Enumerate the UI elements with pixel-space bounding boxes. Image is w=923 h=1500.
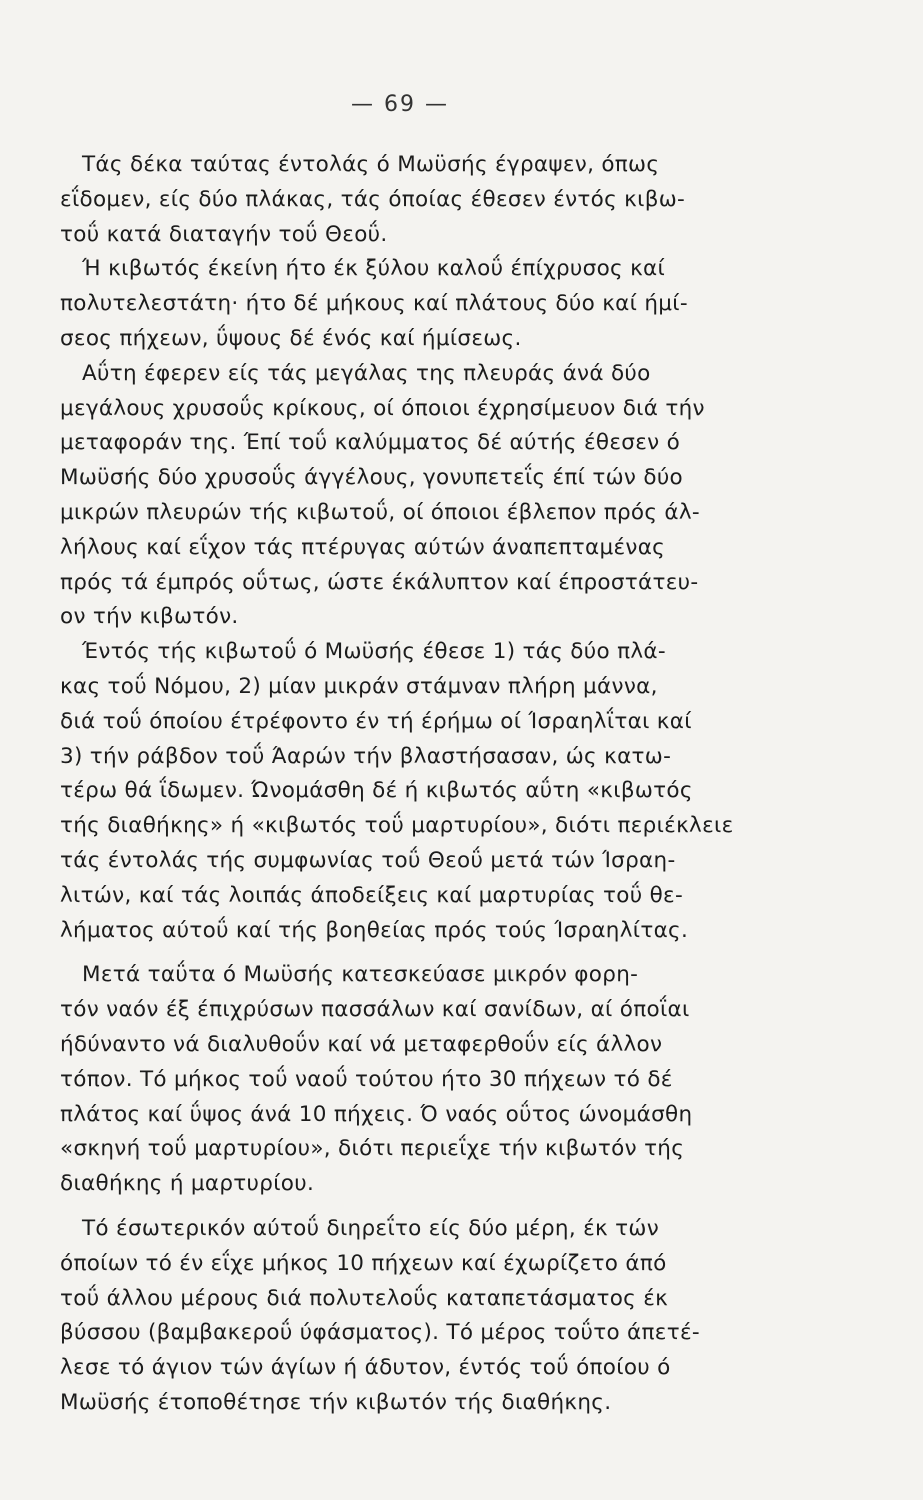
text-line: όποίων τό έν εΐχε μήκος 10 πήχεων καί έχωρίζετο άπό [60, 1250, 667, 1276]
text-line: 3) τήν ράβδον τοΰ Άαρών τήν βλαστήσασαν, ώς κατω- [60, 743, 672, 769]
text-line: Μωϋσής έτοποθέτησε τήν κιβωτόν τής διαθήκης. [60, 1389, 612, 1415]
text-line: Έντός τής κιβωτοΰ ό Μωϋσής έθεσε 1) τάς δύο πλά- [82, 639, 666, 665]
text-line: λεσε τό άγιον τών άγίων ή άδυτον, έντός τοΰ όποίου ό [60, 1355, 671, 1381]
text-line: Μωϋσής δύο χρυσοΰς άγγέλους, γονυπετεΐς έπί τών δύο [60, 465, 684, 491]
text-line: πρός τά έμπρός οΰτως, ώστε έκάλυπτον καί έπροστάτευ- [60, 569, 699, 595]
text-line: τόν ναόν έξ έπιχρύσων πασσάλων καί σανίδων, αί όποΐαι [60, 997, 690, 1023]
text-line: σεος πήχεων, ΰψους δέ ένός καί ήμίσεως. [60, 325, 522, 351]
text-line: λιτών, καί τάς λοιπάς άποδείξεις καί μαρτυρίας τοΰ θε- [60, 882, 684, 908]
text-line: μικρών πλευρών τής κιβωτοΰ, οί όποιοι έβλεπον πρός άλ- [60, 499, 700, 525]
text-line: τής διαθήκης» ή «κιβωτός τοΰ μαρτυρίου», διότι περιέκλειε [60, 813, 734, 839]
body-text [60, 148, 780, 1421]
text-line: ήδύναντο νά διαλυθοΰν καί νά μεταφερθοΰν είς άλλον [60, 1031, 663, 1057]
text-line: μεγάλους χρυσοΰς κρίκους, οί όποιοι έχρησίμευον διά τήν [60, 395, 705, 421]
text-line: εΐδομεν, είς δύο πλάκας, τάς όποίας έθεσεν έντός κιβω- [60, 186, 686, 212]
text-line: τοΰ άλλου μέρους διά πολυτελοΰς καταπετάσματος έκ [60, 1285, 669, 1311]
text-line: πολυτελεστάτη· ήτο δέ μήκους καί πλάτους δύο καί ήμί- [60, 291, 688, 317]
text-line: Ή κιβωτός έκείνη ήτο έκ ξύλου καλοΰ έπίχρυσος καί [82, 256, 666, 282]
text-line: βύσσου (βαμβακεροΰ ύφάσματος). Τό μέρος τοΰτο άπετέ- [60, 1320, 700, 1346]
text-line: Αΰτη έφερεν είς τάς μεγάλας της πλευράς άνά δύο [82, 360, 651, 386]
text-line: τόπον. Τό μήκος τοΰ ναοΰ τούτου ήτο 30 πήχεων τό δέ [60, 1066, 673, 1092]
text-line: τοΰ κατά διαταγήν τοΰ Θεοΰ. [60, 221, 388, 247]
text-line: διαθήκης ή μαρτυρίου. [60, 1171, 315, 1197]
text-line: πλάτος καί ΰψος άνά 10 πήχεις. Ό ναός οΰτος ώνομάσθη [60, 1101, 693, 1127]
text-line: «σκηνή τοΰ μαρτυρίου», διότι περιεΐχε τήν κιβωτόν τής [60, 1136, 685, 1162]
text-line: διά τοΰ όποίου έτρέφοντο έν τή έρήμω οί Ίσραηλΐται καί [60, 708, 692, 734]
text-line: κας τοΰ Νόμου, 2) μίαν μικράν στάμναν πλήρη μάννα, [60, 673, 658, 699]
text-line: ον τήν κιβωτόν. [60, 604, 239, 630]
text-line: λήματος αύτοΰ καί τής βοηθείας πρός τούς Ίσραηλίτας. [60, 917, 689, 943]
text-line: μεταφοράν της. Έπί τοΰ καλύμματος δέ αύτής έθεσεν ό [60, 430, 681, 456]
text-line: Τάς δέκα ταύτας έντολάς ό Μωϋσής έγραψεν, όπως [82, 152, 660, 177]
text-line: τέρω θά ΐδωμεν. Ώνομάσθη δέ ή κιβωτός αΰτη «κιβωτός [60, 778, 693, 804]
text-line: τάς έντολάς τής συμφωνίας τοΰ Θεοΰ μετά τών Ίσραη- [60, 847, 676, 873]
text-line: Μετά ταΰτα ό Μωϋσής κατεσκεύασε μικρόν φορη- [82, 962, 639, 988]
text-line: λήλους καί εΐχον τάς πτέρυγας αύτών άναπεπταμένας [60, 534, 666, 560]
page-number: — 69 — [351, 92, 449, 117]
text-line: Τό έσωτερικόν αύτοΰ διηρεΐτο είς δύο μέρη, έκ τών [82, 1215, 660, 1241]
